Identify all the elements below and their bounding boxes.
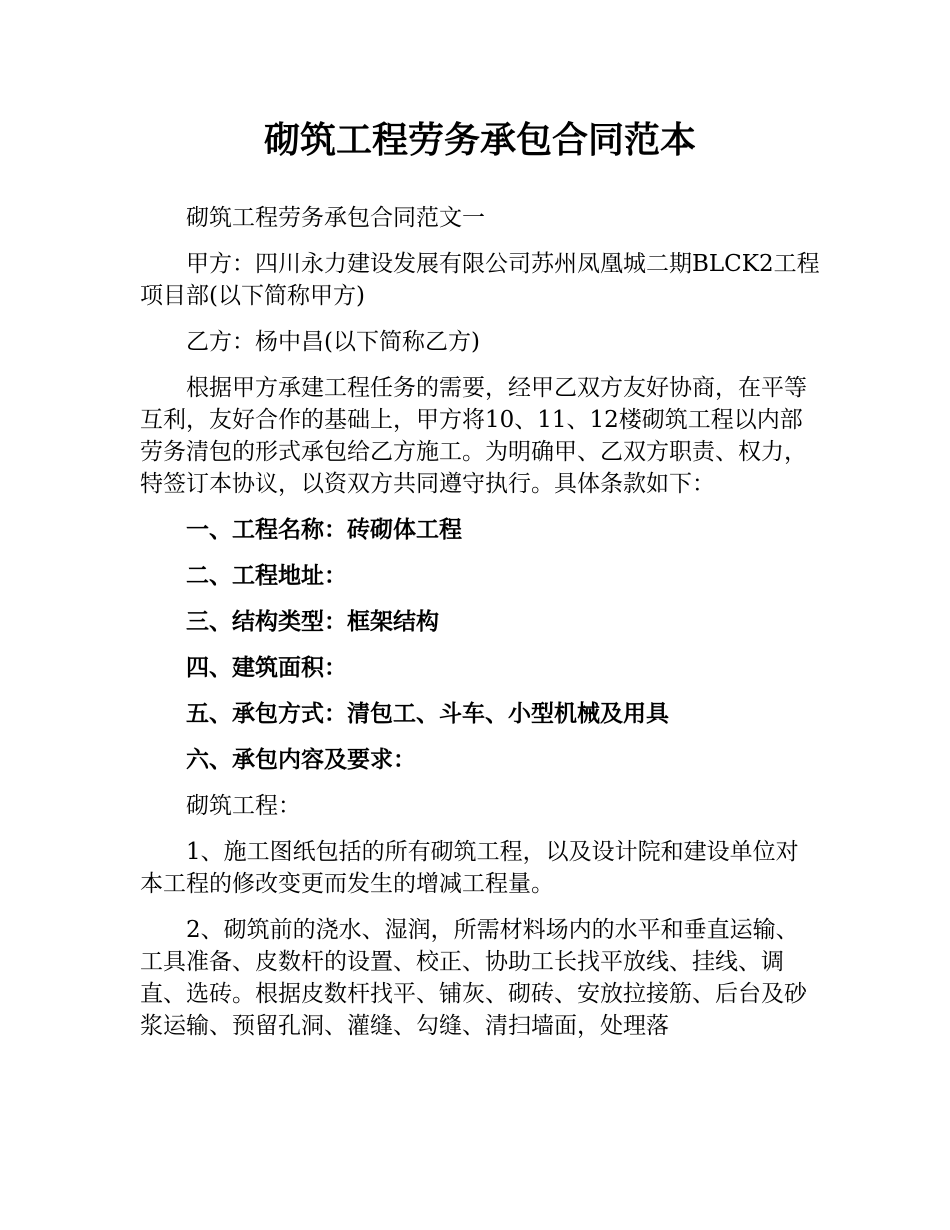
document-title: 砌筑工程劳务承包合同范本 xyxy=(263,120,696,161)
section-heading: 一、工程名称：砖砌体工程 xyxy=(186,517,462,543)
paragraph: 甲方：四川永力建设发展有限公司苏州凤凰城二期BLCK2工程项目部(以下简称甲方) xyxy=(140,251,820,309)
paragraph: 2、砌筑前的浇水、湿润，所需材料场内的水平和垂直运输、工具准备、皮数杆的设置、校正、协助工长找平放线、挂线、调直、选砖。根据皮数杆找平、铺灰、砌砖、安放拉接筋、后台及砂浆运输、预留孔洞、灌缝、勾缝、清扫墙面，处理落 xyxy=(140,917,807,1039)
section-heading: 四、建筑面积： xyxy=(186,655,347,681)
paragraph: 乙方：杨中昌(以下简称乙方) xyxy=(186,329,480,355)
paragraph: 根据甲方承建工程任务的需要，经甲乙双方友好协商，在平等互利，友好合作的基础上，甲方将10、11、12楼砌筑工程以内部劳务清包的形式承包给乙方施工。为明确甲、乙双方职责、权力，特签订本协议，以资双方共同遵守执行。具体条款如下： xyxy=(140,375,807,497)
paragraph: 砌筑工程： xyxy=(186,793,301,819)
section-heading: 二、工程地址： xyxy=(186,563,347,589)
section-heading: 六、承包内容及要求： xyxy=(186,747,416,773)
paragraph: 砌筑工程劳务承包合同范文一 xyxy=(186,205,485,231)
paragraph: 1、施工图纸包括的所有砌筑工程，以及设计院和建设单位对本工程的修改变更而发生的增减工程量。 xyxy=(140,839,799,897)
document-body xyxy=(140,202,820,1056)
section-heading: 五、承包方式：清包工、斗车、小型机械及用具 xyxy=(186,701,669,727)
section-heading: 三、结构类型：框架结构 xyxy=(186,609,439,635)
